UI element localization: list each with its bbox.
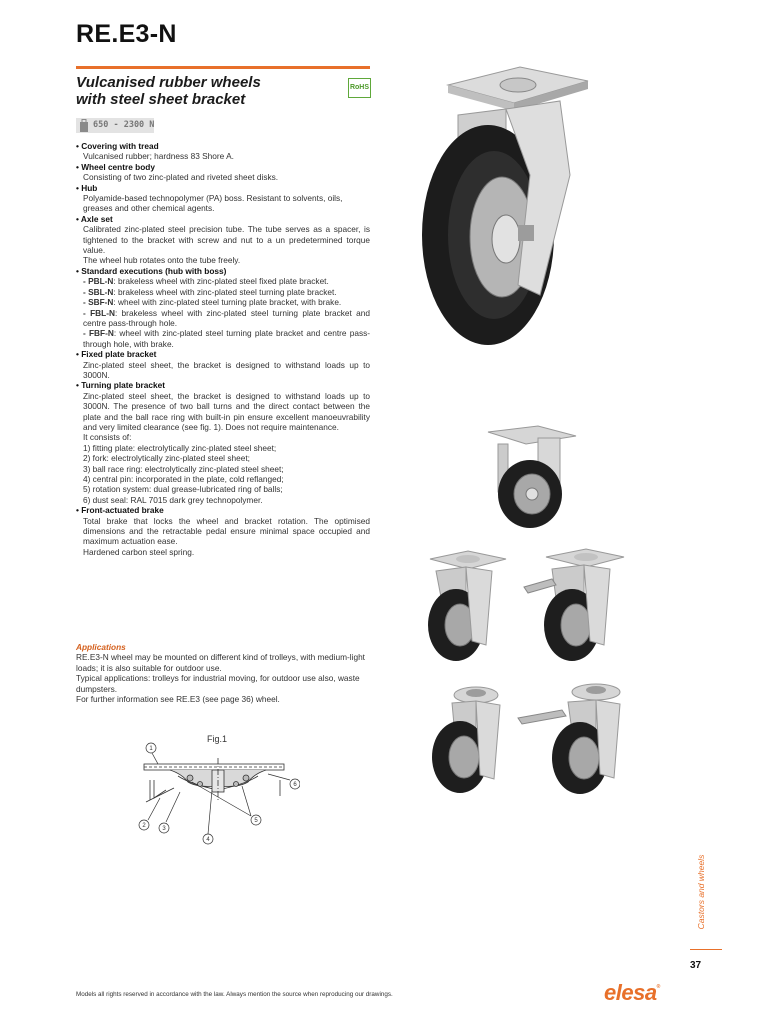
part-item: 6) dust seal: RAL 7015 dark grey technopolymer. — [83, 494, 263, 505]
figure-label: Fig.1 — [207, 734, 228, 744]
rohs-badge: RoHS — [348, 78, 371, 98]
brake-text-2: Hardened carbon steel spring. — [83, 546, 195, 557]
execution-item — [76, 308, 370, 329]
fixed-castor-image — [480, 422, 580, 532]
axle-heading: • Axle set — [76, 213, 113, 224]
part-item: 2) fork: electrolytically zinc-plated steel sheet; — [83, 453, 250, 464]
applications-text-3: For further information see RE.E3 (see page 36) wheel. — [76, 694, 280, 705]
standard-executions-heading: • Standard executions (hub with boss) — [76, 265, 227, 276]
consists-label: It consists of: — [83, 432, 132, 443]
execution-code: - FBL-N — [83, 307, 115, 318]
execution-code: - SBF-N — [83, 297, 114, 308]
page-number: 37 — [690, 960, 702, 971]
covering-text: Vulcanised rubber; hardness 83 Shore A. — [83, 151, 234, 162]
execution-item — [76, 297, 370, 307]
product-subtitle — [76, 74, 261, 108]
title-divider — [76, 66, 370, 69]
callout-number: 2 — [142, 823, 146, 829]
part-item: 4) central pin: incorporated in the plate, cold reflanged; — [83, 474, 284, 484]
specification-text — [76, 141, 370, 557]
subtitle-line-1: Vulcanised rubber wheels — [76, 74, 261, 91]
hole-castor-brake-image — [516, 680, 631, 800]
execution-item — [76, 328, 370, 349]
covering-heading: • Covering with tread — [76, 141, 159, 151]
part-item: 5) rotation system: dual grease-lubricated ring of balls; — [83, 484, 283, 495]
execution-desc: : brakeless wheel with zinc-plated steel turning plate bracket and centre pass-through hole. — [83, 307, 370, 328]
callout-number: 1 — [149, 746, 153, 752]
axle-text: Calibrated zinc-plated steel precision tube. The tube serves as a spacer, is tightened to the bracket with screw and nut to a un predetermined torque value. — [83, 224, 370, 256]
part-item: 1) fitting plate: electrolytically zinc-plated steel sheet; — [83, 442, 277, 453]
callout-number: 6 — [293, 782, 297, 788]
callout-number: 5 — [254, 818, 258, 824]
load-range-value: 650 - 2300 N — [93, 120, 155, 130]
swivel-castor-image — [424, 545, 514, 665]
section-label-text: Castors and wheels — [696, 854, 706, 930]
applications-text-2: Typical applications: trolleys for industrial moving, for outdoor use also, waste dumpsters. — [76, 673, 360, 694]
brake-text: Total brake that locks the wheel and bracket rotation. The optimised dimensions and the retractable pedal ensure minimal space occupied and maximum actuation ease. — [83, 515, 370, 547]
applications-text-1: RE.E3-N wheel may be mounted on different kind of trolleys, with medium-light loads; it is also suitable for outdoor use. — [76, 652, 365, 673]
turning-plate-section-drawing — [130, 740, 300, 848]
page-title: RE.E3-N — [76, 20, 177, 48]
execution-desc: : brakeless wheel with zinc-plated steel turning plate bracket. — [113, 286, 337, 297]
hub-text: Polyamide-based technopolymer (PA) boss. Resistant to solvents, oils, greases and other chemical agents. — [83, 193, 343, 214]
copyright-notice: Models all rights reserved in accordance with the law. Always mention the source when reproducing our drawings. — [76, 991, 393, 998]
weight-icon — [79, 119, 89, 132]
main-castor-image — [410, 55, 610, 355]
execution-item — [76, 276, 370, 286]
registered-mark: ® — [656, 984, 660, 990]
part-item: 3) ball race ring: electrolytically zinc-plated steel sheet; — [83, 463, 284, 474]
execution-code: - FBF-N — [83, 328, 114, 339]
execution-desc: : brakeless wheel with zinc-plated steel fixed plate bracket. — [113, 276, 329, 287]
execution-desc: : wheel with zinc-plated steel turning plate bracket and centre pass-through hole, with brake. — [83, 328, 371, 349]
callout-number: 3 — [162, 826, 166, 832]
wheel-centre-heading: • Wheel centre body — [76, 161, 155, 172]
subtitle-line-2: with steel sheet bracket — [76, 91, 246, 108]
hole-castor-image — [424, 683, 514, 798]
sidebar-divider — [690, 949, 722, 950]
brake-heading: • Front-actuated brake — [76, 505, 164, 516]
turning-bracket-text: Zinc-plated steel sheet, the bracket is designed to withstand loads up to 3000N. The presence of two ball turns and the direct contact between the plate and the ball race ring with built-in pin ensure excellent manoeuvrability and very limited clearance (see fig. 1). Does not require maintenance. — [83, 390, 370, 432]
execution-desc: : wheel with zinc-plated steel turning plate bracket, with brake. — [113, 297, 342, 308]
swivel-castor-brake-image — [522, 545, 627, 665]
execution-item — [76, 287, 370, 297]
logo-text: elesa — [604, 980, 657, 1005]
wheel-centre-text: Consisting of two zinc-plated and riveted sheet disks. — [83, 172, 279, 183]
hub-heading: • Hub — [76, 182, 98, 193]
elesa-logo — [604, 980, 660, 1006]
fixed-bracket-heading: • Fixed plate bracket — [76, 349, 157, 360]
load-range-badge — [76, 118, 154, 133]
execution-code: - PBL-N — [83, 276, 114, 287]
fixed-bracket-text: Zinc-plated steel sheet, the bracket is designed to withstand loads up to 3000N. — [83, 359, 370, 380]
section-label — [693, 845, 707, 945]
applications-heading: Applications — [76, 642, 126, 652]
execution-code: - SBL-N — [83, 286, 114, 297]
turning-bracket-heading: • Turning plate bracket — [76, 380, 165, 391]
applications-section — [76, 642, 370, 704]
callout-number: 4 — [206, 837, 210, 843]
axle-text-2: The wheel hub rotates onto the tube freely. — [83, 255, 241, 266]
